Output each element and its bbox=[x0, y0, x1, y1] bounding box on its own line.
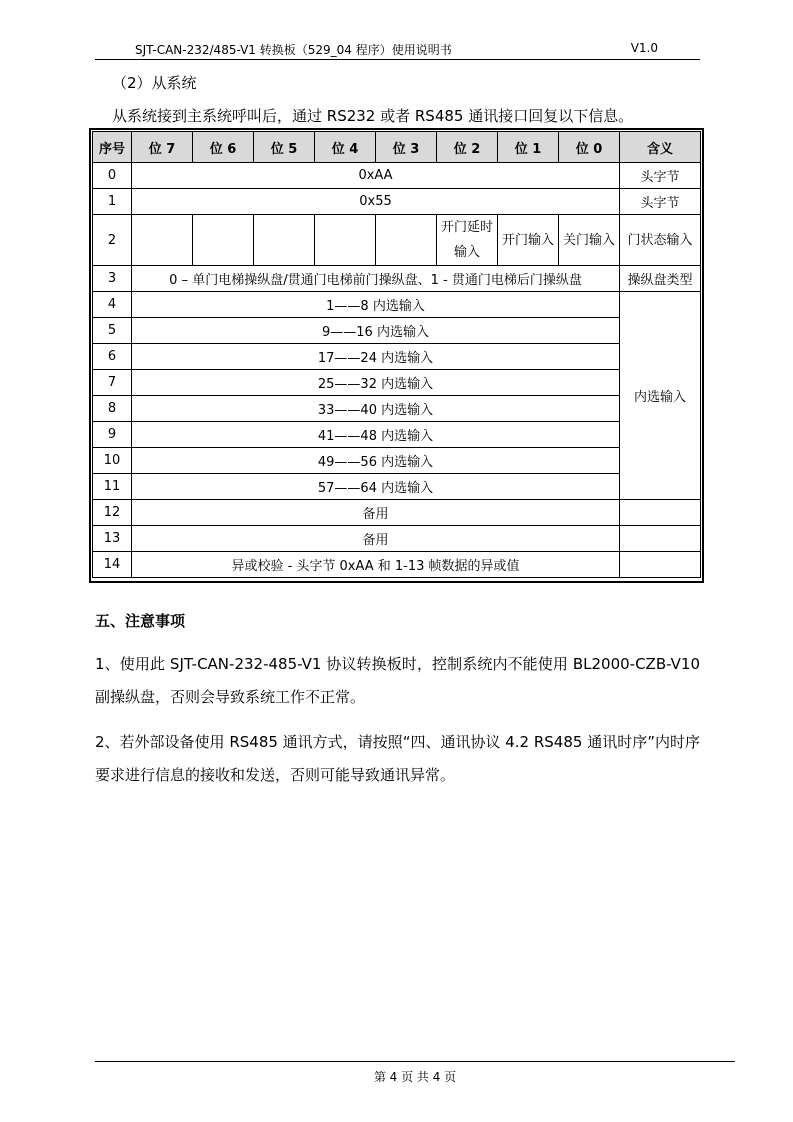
meaning-cell bbox=[620, 526, 701, 552]
meaning-cell: 头字节 bbox=[620, 189, 701, 215]
page-header bbox=[95, 39, 700, 60]
meaning-cell bbox=[620, 552, 701, 578]
content-cell: 25——32 内选输入 bbox=[132, 370, 620, 396]
col-header: 位 1 bbox=[498, 132, 559, 163]
seq-cell: 4 bbox=[93, 292, 132, 318]
seq-cell: 13 bbox=[93, 526, 132, 552]
section-title: 五、注意事项 bbox=[95, 612, 186, 630]
meaning-cell: 门状态输入 bbox=[620, 215, 701, 266]
col-header: 位 0 bbox=[559, 132, 620, 163]
header-title: SJT-CAN-232/485-V1 转换板（529_04 程序）使用说明书 bbox=[135, 43, 452, 57]
col-header: 位 2 bbox=[437, 132, 498, 163]
table-row bbox=[93, 474, 701, 500]
table-row bbox=[93, 344, 701, 370]
content-cell: 49——56 内选输入 bbox=[132, 448, 620, 474]
protocol-table-frame bbox=[89, 128, 704, 583]
content-cell: 备用 bbox=[132, 526, 620, 552]
seq-cell: 3 bbox=[93, 266, 132, 292]
bit0-cell: 关门输入 bbox=[559, 215, 620, 266]
note-paragraph-2: 2、若外部设备使用 RS485 通讯方式，请按照“四、通讯协议 4.2 RS485 通讯时序”内时序要求进行信息的接收和发送，否则可能导致通讯异常。 bbox=[95, 733, 700, 784]
content-cell: 异或校验 - 头字节 0xAA 和 1-13 帧数据的异或值 bbox=[132, 552, 620, 578]
seq-cell: 6 bbox=[93, 344, 132, 370]
empty-bit-cell bbox=[193, 215, 254, 266]
seq-cell: 14 bbox=[93, 552, 132, 578]
content-cell: 备用 bbox=[132, 500, 620, 526]
table-row bbox=[93, 318, 701, 344]
col-header: 位 5 bbox=[254, 132, 315, 163]
seq-cell: 0 bbox=[93, 163, 132, 189]
table-row bbox=[93, 292, 701, 318]
col-header: 位 7 bbox=[132, 132, 193, 163]
seq-cell: 9 bbox=[93, 422, 132, 448]
table-row bbox=[93, 370, 701, 396]
bit2-cell: 开门延时输入 bbox=[437, 215, 498, 266]
seq-cell: 7 bbox=[93, 370, 132, 396]
table-row bbox=[93, 189, 701, 215]
table-header-row bbox=[93, 132, 701, 163]
note-paragraph-1: 1、使用此 SJT-CAN-232-485-V1 协议转换板时，控制系统内不能使用 BL2000-CZB-V10 副操纵盘，否则会导致系统工作不正常。 bbox=[95, 655, 700, 706]
col-header: 位 6 bbox=[193, 132, 254, 163]
bit1-cell: 开门输入 bbox=[498, 215, 559, 266]
content-cell: 17——24 内选输入 bbox=[132, 344, 620, 370]
table-row bbox=[93, 448, 701, 474]
seq-cell: 2 bbox=[93, 215, 132, 266]
table-row bbox=[93, 500, 701, 526]
content-cell: 9——16 内选输入 bbox=[132, 318, 620, 344]
col-header: 含义 bbox=[620, 132, 701, 163]
table-row bbox=[93, 215, 701, 266]
subheading: （2）从系统 bbox=[112, 74, 197, 92]
seq-cell: 5 bbox=[93, 318, 132, 344]
table-row bbox=[93, 422, 701, 448]
empty-bit-cell bbox=[315, 215, 376, 266]
page-number: 第 4 页 共 4 页 bbox=[373, 1070, 457, 1084]
intro-text: 从系统接到主系统呼叫后，通过 RS232 或者 RS485 通讯接口回复以下信息。 bbox=[112, 107, 634, 125]
header-version: V1.0 bbox=[630, 41, 658, 55]
table-row bbox=[93, 526, 701, 552]
seq-cell: 12 bbox=[93, 500, 132, 526]
seq-cell: 8 bbox=[93, 396, 132, 422]
table-row bbox=[93, 266, 701, 292]
meaning-cell: 内选输入 bbox=[620, 292, 701, 500]
content-cell: 0 – 单门电梯操纵盘/贯通门电梯前门操纵盘、1 - 贯通门电梯后门操纵盘 bbox=[132, 266, 620, 292]
seq-cell: 10 bbox=[93, 448, 132, 474]
meaning-cell: 操纵盘类型 bbox=[620, 266, 701, 292]
empty-bit-cell bbox=[376, 215, 437, 266]
content-cell: 41——48 内选输入 bbox=[132, 422, 620, 448]
meaning-cell: 头字节 bbox=[620, 163, 701, 189]
page-footer bbox=[95, 1061, 735, 1084]
empty-bit-cell bbox=[254, 215, 315, 266]
seq-cell: 1 bbox=[93, 189, 132, 215]
table-row bbox=[93, 163, 701, 189]
meaning-cell bbox=[620, 500, 701, 526]
table-row bbox=[93, 552, 701, 578]
content-cell: 0x55 bbox=[132, 189, 620, 215]
seq-cell: 11 bbox=[93, 474, 132, 500]
content-cell: 57——64 内选输入 bbox=[132, 474, 620, 500]
col-header: 位 3 bbox=[376, 132, 437, 163]
col-header: 序号 bbox=[93, 132, 132, 163]
col-header: 位 4 bbox=[315, 132, 376, 163]
protocol-table bbox=[92, 131, 701, 578]
content-cell: 33——40 内选输入 bbox=[132, 396, 620, 422]
content-cell: 0xAA bbox=[132, 163, 620, 189]
empty-bit-cell bbox=[132, 215, 193, 266]
content-cell: 1——8 内选输入 bbox=[132, 292, 620, 318]
table-row bbox=[93, 396, 701, 422]
